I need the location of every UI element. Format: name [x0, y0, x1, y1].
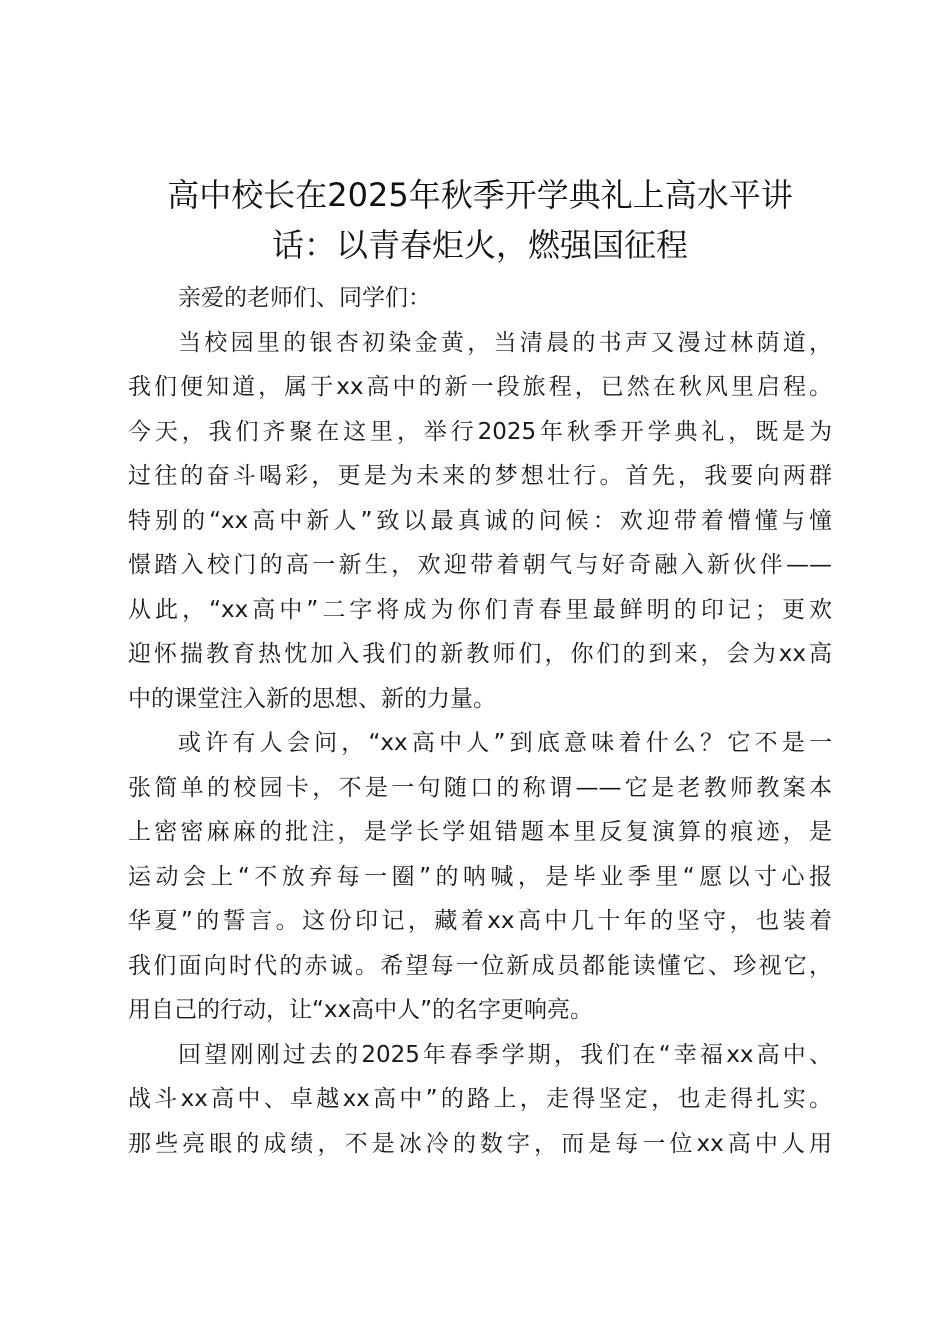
greeting: 亲爱的老师们、同学们： — [178, 285, 431, 311]
paragraph-line: 运动会上“不放弃每一圈”的呐喊，是毕业季里“愿以寸心报 — [128, 863, 832, 890]
paragraph-line: 华夏”的誓言。这份印记，藏着xx高中几十年的坚守，也装着 — [128, 908, 832, 934]
paragraph-line: 今天，我们齐聚在这里，举行2025年秋季开学典礼，既是为 — [128, 418, 832, 445]
paragraph-line: 从此，“xx高中”二字将成为你们青春里最鲜明的印记；更欢 — [128, 596, 832, 623]
title-line: 高中校长在2025年秋季开学典礼上高水平讲 — [167, 176, 793, 214]
paragraph-line: 过往的奋斗喝彩，更是为未来的梦想壮行。首先，我要向两群 — [128, 463, 832, 489]
paragraph-line: 回望刚刚过去的2025年春季学期，我们在“幸福xx高中、 — [178, 1041, 832, 1068]
paragraph-line: 中的课堂注入新的思想、新的力量。 — [128, 685, 496, 712]
paragraph-line: 张简单的校园卡，不是一句随口的称谓——它是老教师教案本 — [128, 774, 832, 801]
paragraph-line: 当校园里的银杏初染金黄，当清晨的书声又漫过林荫道， — [178, 329, 832, 356]
paragraph-line: 我们便知道，属于xx高中的新一段旅程，已然在秋风里启程。 — [128, 374, 832, 400]
paragraph-1 — [128, 321, 832, 722]
paragraph-3 — [128, 1033, 832, 1167]
paragraph-line: 那些亮眼的成绩，不是冰冷的数字，而是每一位xx高中人用 — [128, 1130, 832, 1157]
paragraph-line: 或许有人会问，“xx高中人”到底意味着什么？它不是一 — [178, 730, 832, 756]
document-title — [128, 170, 832, 270]
title-line: 话：以青春炬火，燃强国征程 — [271, 226, 688, 264]
paragraph-line: 我们面向时代的赤诚。希望每一位新成员都能读懂它、珍视它， — [128, 952, 832, 979]
paragraph-line: 战斗xx高中、卓越xx高中”的路上，走得坚定，也走得扎实。 — [128, 1086, 832, 1112]
paragraph-line: 憬踏入校门的高一新生，欢迎带着朝气与好奇融入新伙伴—— — [128, 552, 832, 578]
paragraph-line: 迎怀揣教育热忱加入我们的新教师们，你们的到来，会为xx高 — [128, 641, 832, 667]
paragraph-line: 上密密麻麻的批注，是学长学姐错题本里反复演算的痕迹，是 — [128, 819, 832, 845]
paragraph-line: 特别的“xx高中新人”致以最真诚的问候：欢迎带着懵懂与憧 — [128, 507, 832, 534]
paragraph-2 — [128, 721, 832, 1033]
paragraph-line: 用自己的行动，让“xx高中人”的名字更响亮。 — [128, 997, 594, 1023]
document-page — [128, 170, 832, 1166]
